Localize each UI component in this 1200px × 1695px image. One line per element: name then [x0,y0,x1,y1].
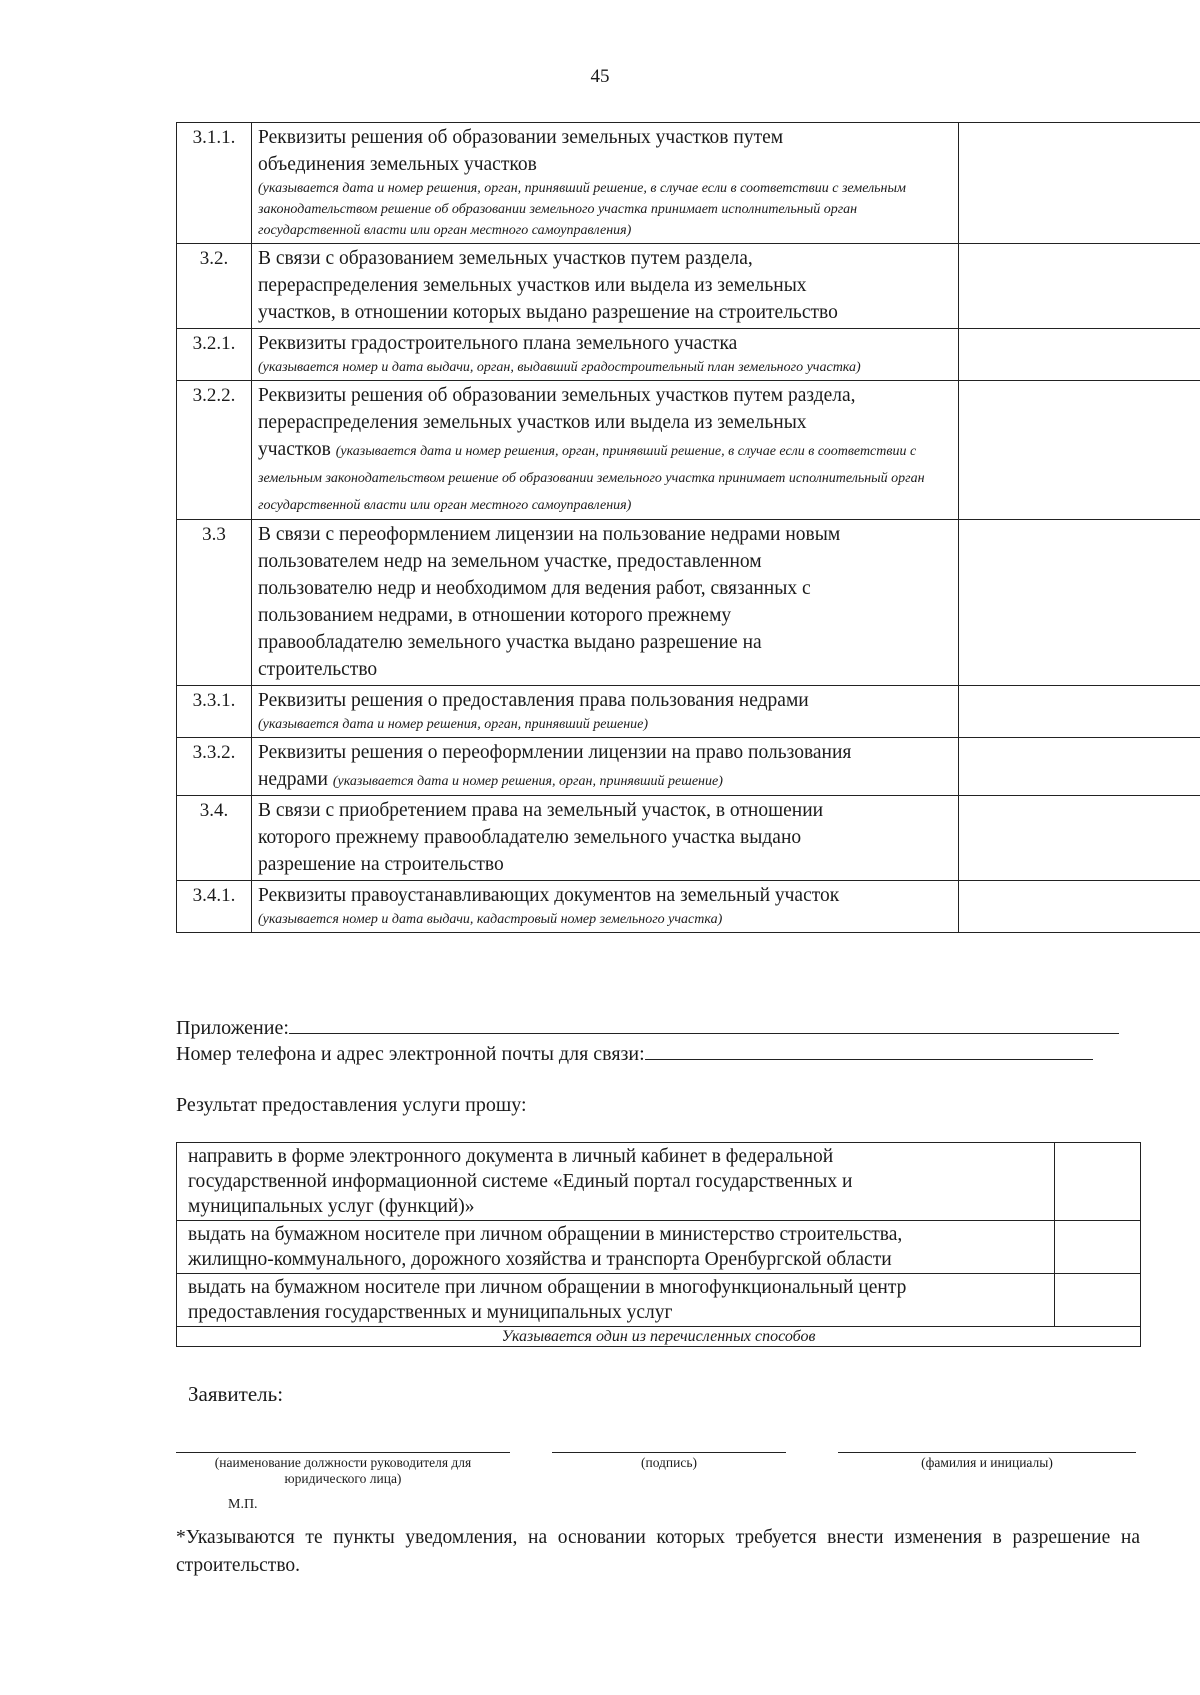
row-number: 3.1.1. [177,123,252,244]
description-line [258,575,952,602]
description-line [258,824,952,851]
row-description [252,686,959,738]
value-cell[interactable] [959,520,1200,686]
result-option-text [177,1274,1055,1327]
table-row [177,381,1200,520]
table-row [177,520,1200,686]
page-number: 45 [590,66,610,87]
row-description [252,738,959,796]
result-option-text [177,1221,1055,1274]
row-hint: (указывается номер и дата выдачи, кадастровый номер земельного участка) [258,912,723,927]
row-number: 3.4.1. [177,881,252,933]
table-row [177,123,1200,244]
stamp-place-label: М.П. [228,1497,258,1512]
value-cell[interactable] [959,796,1200,881]
row-number: 3.3 [177,520,252,686]
description-line [258,548,952,575]
footnote: *Указываются те пункты уведомления, на основании которых требуется внести изменения в разрешение на строительство. [176,1527,1140,1576]
row-description [252,520,959,686]
applicant-label: Заявитель: [188,1382,284,1406]
description-line [258,521,952,548]
contact-field [176,1039,1093,1067]
table-row [177,796,1200,881]
description-text: Реквизиты градостроительного плана земельного участка [258,333,738,354]
row-description [252,244,959,329]
description-text: участков, в отношении которых выдано разрешение на строительство [258,302,838,323]
row-hint: (указывается номер и дата выдачи, орган, выдавший градостроительный план земельного участка) [258,360,861,375]
description-line [258,656,952,683]
option-line: предоставления государственных и муниципальных услуг [188,1302,673,1323]
description-text: разрешение на строительство [258,854,504,875]
value-cell[interactable] [959,881,1200,933]
contact-label: Номер телефона и адрес электронной почты для связи: [176,1043,645,1065]
row-number: 3.2.2. [177,381,252,520]
row-hint: (указывается дата и номер решения, орган, принявший решение, в случае если в соответствии с земельным законодательством решение об образовании земельного участка принимает исполнительный орган государственной власти или орган местного самоуправления) [258,181,906,238]
description-line [258,629,952,656]
value-cell[interactable] [959,244,1200,329]
description-line [258,245,952,272]
description-text: Реквизиты правоустанавливающих документов на земельный участок [258,885,840,906]
description-line [258,382,952,409]
attachment-label: Приложение: [176,1017,289,1039]
description-text: В связи с образованием земельных участков путем раздела, [258,248,753,269]
description-text: которого прежнему правообладателю земельного участка выдано [258,827,802,848]
row-hint: (указывается дата и номер решения, орган, принявший решение, в случае если в соответствии с земельным законодательством решение об образовании земельного участка принимает исполнительный орган государственной власти или орган местного самоуправления) [258,444,925,513]
result-footnote-row [177,1327,1141,1347]
value-cell[interactable] [959,686,1200,738]
option-line: муниципальных услуг (функций)» [188,1196,475,1217]
result-options-table [176,1142,1141,1347]
option-line: направить в форме электронного документа в личный кабинет в федеральной [188,1146,834,1167]
row-hint: (указывается дата и номер решения, орган, принявший решение) [258,717,649,732]
row-number: 3.3.1. [177,686,252,738]
description-line [258,851,952,878]
contact-input-line[interactable] [645,1039,1093,1060]
description-line [258,602,952,629]
description-text: В связи с приобретением права на земельный участок, в отношении [258,800,824,821]
value-cell[interactable] [959,123,1200,244]
table-row [177,329,1200,381]
signature-line[interactable] [552,1452,786,1453]
row-number: 3.2.1. [177,329,252,381]
description-line [258,151,952,178]
result-option-text [177,1143,1055,1221]
description-text: Реквизиты решения о переоформлении лицензии на право пользования [258,742,852,763]
attachment-input-line[interactable] [289,1013,1119,1034]
description-line [258,769,328,790]
description-text: пользователю недр и необходимом для ведения работ, связанных с [258,578,811,599]
attachment-field [176,1013,1119,1041]
option-line: выдать на бумажном носителе при личном обращении в многофункциональный центр [188,1277,907,1298]
description-text: пользователем недр на земельном участке, предоставленном [258,551,762,572]
description-text: перераспределения земельных участков или выдела из земельных [258,275,807,296]
description-line [258,439,331,460]
result-label: Результат предоставления услуги прошу: [176,1094,527,1116]
description-text: Реквизиты решения об образовании земельных участков путем [258,127,784,148]
signature-caption: (подпись) [640,1455,698,1470]
description-text: строительство [258,659,378,680]
description-line [258,882,952,909]
row-description [252,329,959,381]
name-signature-line[interactable] [838,1452,1136,1453]
row-hint: (указывается дата и номер решения, орган, принявший решение) [332,774,723,789]
description-line [258,687,952,714]
option-line: государственной информационной системе «Единый портал государственных и [188,1171,853,1192]
result-footnote: Указывается один из перечисленных способов [177,1327,1141,1347]
description-text: В связи с переоформлением лицензии на пользование недрами новым [258,524,841,545]
description-line [258,797,952,824]
result-option-checkbox[interactable] [1055,1274,1141,1327]
result-option-checkbox[interactable] [1055,1143,1141,1221]
value-cell[interactable] [959,381,1200,520]
row-description [252,123,959,244]
description-text: Реквизиты решения об образовании земельных участков путем раздела, [258,385,856,406]
row-number: 3.2. [177,244,252,329]
description-line [258,330,952,357]
row-description [252,881,959,933]
description-text: недрами [258,769,328,790]
position-caption: (наименование должности руководителя для юридического лица) [214,1455,472,1486]
result-option-row [177,1143,1141,1221]
position-signature-line[interactable] [176,1452,510,1453]
description-text: участков [258,439,331,460]
changes-table [176,122,1200,933]
value-cell[interactable] [959,738,1200,796]
row-number: 3.4. [177,796,252,881]
option-line: выдать на бумажном носителе при личном обращении в министерство строительства, [188,1224,903,1245]
description-text: Реквизиты решения о предоставления права пользования недрами [258,690,809,711]
description-line [258,299,952,326]
description-text: объединения земельных участков [258,154,537,175]
table-row [177,738,1200,796]
description-line [258,272,952,299]
description-line [258,124,952,151]
table-row [177,686,1200,738]
description-text: перераспределения земельных участков или выдела из земельных [258,412,807,433]
result-option-checkbox[interactable] [1055,1221,1141,1274]
table-row [177,881,1200,933]
row-description [252,381,959,520]
row-number: 3.3.2. [177,738,252,796]
description-line [258,409,952,436]
table-row [177,244,1200,329]
description-text: пользованием недрами, в отношении которого прежнему [258,605,732,626]
result-option-row [177,1221,1141,1274]
result-option-row [177,1274,1141,1327]
description-line [258,739,952,766]
option-line: жилищно-коммунального, дорожного хозяйства и транспорта Оренбургской области [188,1249,892,1270]
row-description [252,796,959,881]
value-cell[interactable] [959,329,1200,381]
description-text: правообладателю земельного участка выдано разрешение на [258,632,762,653]
name-caption: (фамилия и инициалы) [921,1455,1053,1470]
